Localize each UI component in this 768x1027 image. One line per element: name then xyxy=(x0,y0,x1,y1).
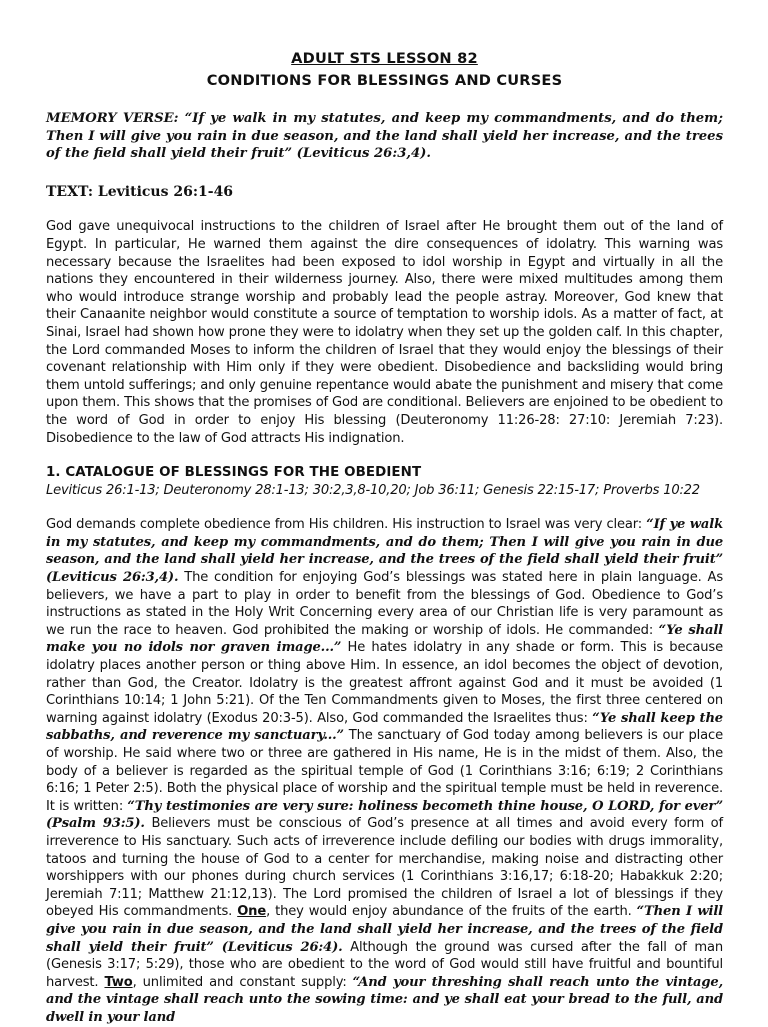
intro-paragraph: God gave unequivocal instructions to the children of Israel after He brought them out of the land of Egypt. In particular, He warned them against the dire consequences of idolatry. This warning was necessary because the Israelites had been exposed to idol worship in Egypt and virtually in all the nations they encountered in their wilderness journey. Also, there were mixed multitudes among them who would introduce strange worship and probably lead the people astray. Moreover, God knew that their Canaanite neighbor would constitute a source of temptation to worship idols. As a matter of fact, at Sinai, Israel had shown how prone they were to idolatry when they set up the golden calf. In this chapter, the Lord commanded Moses to inform the children of Israel that they would enjoy the blessings of their covenant relationship with Him only if they were obedient. Disobedience and backsliding would bring them untold sufferings; and only genuine repentance would abate the punishment and misery that come upon them. This shows that the promises of God are conditional. Believers are enjoined to be obedient to the word of God in order to enjoy His blessing (Deuteronomy 11:26-28: 27:10: Jeremiah 7:23). Disobedience to the law of God attracts His indignation. xyxy=(46,219,723,446)
scripture-quote: “Ye shall keep the sabbaths, and reverence my sanctuary...” xyxy=(46,710,723,744)
paragraph-text: The sanctuary of God today among believers is our place of worship. He said where two or three are gathered in His name, He is in the midst of them. Also, the body of a believer is regarded as the spiritual temple of God (1 Corinthians 3:16; 6:19; 2 Corinthians 6:16; 1 Peter 2:5). Both the physical place of worship and the spiritual temple must be held in reverence. It is written: xyxy=(46,728,723,814)
memory-verse: MEMORY VERSE: “If ye walk in my statutes, and keep my commandments, and do them; Then I will give you rain in due season, and the land shall yield her increase, and the trees of the field shall yield their fruit” (Leviticus 26:3,4). xyxy=(46,111,723,162)
scripture-quote: “If ye walk in my statutes, and keep my commandments, and do them; Then I will give you rain in due season, and the land shall yield her increase, and the trees of the field shall yield their fruit” (Leviticus 26:3,4). xyxy=(46,517,723,586)
section-paragraph xyxy=(46,516,723,1026)
paragraph-text: , unlimited and constant supply: xyxy=(132,974,353,990)
paragraph-text: Believers must be conscious of God’s presence at all times and avoid every form of irreverence to His sanctuary. Such acts of irreverence include defiling our bodies with drugs immorality, tatoos and turning the house of God to a center for merchandise, making noise and distracting other worshippers with our phones during church services (1 Corinthians 3:16,17; 6:18-20; Habakkuk 2:20; Jeremiah 7:11; Matthew 21:12,13). The Lord promised the children of Israel a lot of blessings if they obeyed His commandments. xyxy=(46,816,723,920)
point-two-label: Two xyxy=(104,974,133,990)
paragraph-text: God demands complete obedience from His children. His instruction to Israel was very clear: xyxy=(46,517,647,533)
scripture-quote: “Thy testimonies are very sure: holiness becometh thine house, O LORD, for ever” (Psalm 93:5). xyxy=(46,798,723,832)
lesson-title: ADULT STS LESSON 82 xyxy=(291,50,478,67)
section-heading: 1. CATALOGUE OF BLESSINGS FOR THE OBEDIENT xyxy=(46,465,422,481)
text-reference: TEXT: Leviticus 26:1-46 xyxy=(46,183,234,200)
paragraph-text: Although the ground was cursed after the fall of man (Genesis 3:17; 5:29), those who are obedient to the word of God would still have fruitful and bountiful harvest. xyxy=(46,939,723,990)
scripture-quote: “Then I will give you rain in due season, and the land shall yield her increase, and the trees of the field shall yield their fruit” (Leviticus 26:4). xyxy=(46,904,723,955)
paragraph-text: , they would enjoy abundance of the fruits of the earth. xyxy=(266,904,637,920)
scripture-quote: “Ye shall make you no idols nor graven image...” xyxy=(46,622,723,656)
point-one-label: One xyxy=(237,904,267,920)
scripture-quote: “And your threshing shall reach unto the vintage, and the vintage shall reach unto the sowing time: and ye shall eat your bread to the full, and dwell in your land xyxy=(46,974,723,1025)
lesson-subtitle: CONDITIONS FOR BLESSINGS AND CURSES xyxy=(206,72,563,89)
paragraph-text: He hates idolatry in any shade or form. This is because idolatry places another person or thing above Him. In essence, an idol becomes the object of devotion, rather than God, the Creator. Idolatry is the greatest affront against God and it must be avoided (1 Corinthians 10:14; 1 John 5:21). Of the Ten Commandments given to Moses, the first three centered on warning against idolatry (Exodus 20:3-5). Also, God commanded the Israelites thus: xyxy=(46,640,723,726)
section-references: Leviticus 26:1-13; Deuteronomy 28:1-13; 30:2,3,8-10,20; Job 36:11; Genesis 22:15-17; Proverbs 10:22 xyxy=(46,482,700,498)
paragraph-text: The condition for enjoying God’s blessings was stated here in plain language. As believers, we have a part to play in order to benefit from the blessings of God. Obedience to God’s instructions as stated in the Holy Writ Concerning every area of our Christian life is very paramount as we run the race to heaven. God prohibited the making or worship of idols. He commanded: xyxy=(46,570,723,638)
